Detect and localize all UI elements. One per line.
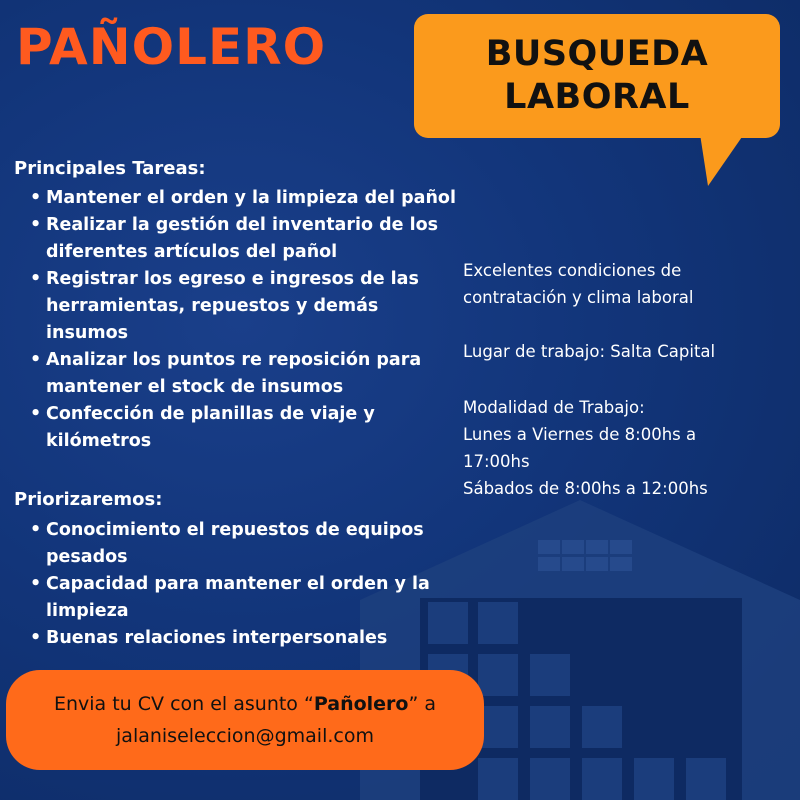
priorities-list — [28, 517, 440, 652]
tasks-list — [28, 185, 456, 455]
conditions-text: Excelentes condiciones de contratación y clima laboral — [463, 261, 694, 307]
contact-email[interactable]: jalaniseleccion@gmail.com — [116, 725, 374, 747]
cta-line-1 — [54, 688, 436, 720]
list-item: • Analizar los puntos re reposición para mantener el stock de insumos — [28, 347, 456, 401]
list-item: • Confección de planillas de viaje y kilómetros — [28, 401, 456, 455]
schedule-heading: Modalidad de Trabajo: — [463, 398, 645, 417]
cta-subject: Pañolero — [313, 693, 409, 715]
list-item: • Realizar la gestión del inventario de los diferentes artículos del pañol — [28, 212, 456, 266]
location-text: Lugar de trabajo: Salta Capital — [463, 342, 716, 361]
list-item: • Buenas relaciones interpersonales — [28, 625, 440, 652]
search-badge — [414, 14, 780, 138]
page-title: PAÑOLERO — [16, 18, 327, 76]
list-item: • Conocimiento el repuestos de equipos pesados — [28, 517, 440, 571]
apply-callout — [6, 670, 484, 770]
cta-suffix: ” a — [408, 693, 436, 715]
tasks-heading: Principales Tareas: — [14, 158, 206, 179]
list-item: • Capacidad para mantener el orden y la limpieza — [28, 571, 440, 625]
saturday-hours: Sábados de 8:00hs a 12:00hs — [463, 479, 708, 498]
list-item: • Mantener el orden y la limpieza del pañol — [28, 185, 456, 212]
weekday-hours: Lunes a Viernes de 8:00hs a 17:00hs — [463, 425, 697, 471]
cta-prefix: Envia tu CV con el asunto “ — [53, 693, 314, 715]
priorities-heading: Priorizaremos: — [14, 489, 163, 510]
badge-line-1: BUSQUEDA — [485, 34, 709, 75]
list-item: • Registrar los egreso e ingresos de las herramientas, repuestos y demás insumos — [28, 266, 456, 347]
badge-line-2: LABORAL — [504, 77, 690, 117]
